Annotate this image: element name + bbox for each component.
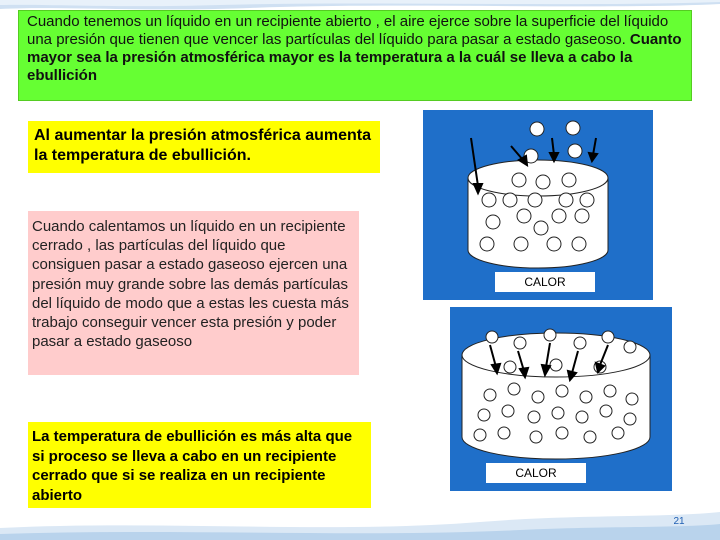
closed-container-text: Cuando calentamos un líquido en un recipiente cerrado , las partículas del líquido que consiguen pasar a estado gaseoso ejercen una presión muy grande sobre las demás partículas del líquido de modo que a estas les cuesta más trabajo conseguir vencer esta presión y poder pasar a estado gaseoso [32, 218, 349, 351]
closed-container-box [28, 211, 359, 375]
heat-label-bottom: CALOR [486, 463, 586, 483]
statement-top-text: Al aumentar la presión atmosférica aumenta la temperatura de ebullición. [34, 127, 371, 164]
heat-label-top: CALOR [495, 272, 595, 292]
statement-bottom-text: La temperatura de ebullición es más alta que si proceso se lleva a cabo en un recipiente cerrado que si se realiza en un recipiente abierto [32, 428, 353, 504]
intro-normal-text: Cuando tenemos un líquido en un recipiente abierto , el aire ejerce sobre la superficie del líquido una presión que tienen que vencer las partículas del líquido para pasar a estado gaseoso. [27, 13, 669, 48]
statement-bottom-box [28, 422, 371, 508]
intro-text-box [18, 10, 692, 101]
intro-bold-text: Cuanto mayor sea la presión atmosférica mayor es la temperatura a la cuál se lleva a cabo la ebullición [27, 31, 682, 84]
page-number: 21 [673, 516, 685, 527]
statement-top-box [28, 121, 380, 173]
